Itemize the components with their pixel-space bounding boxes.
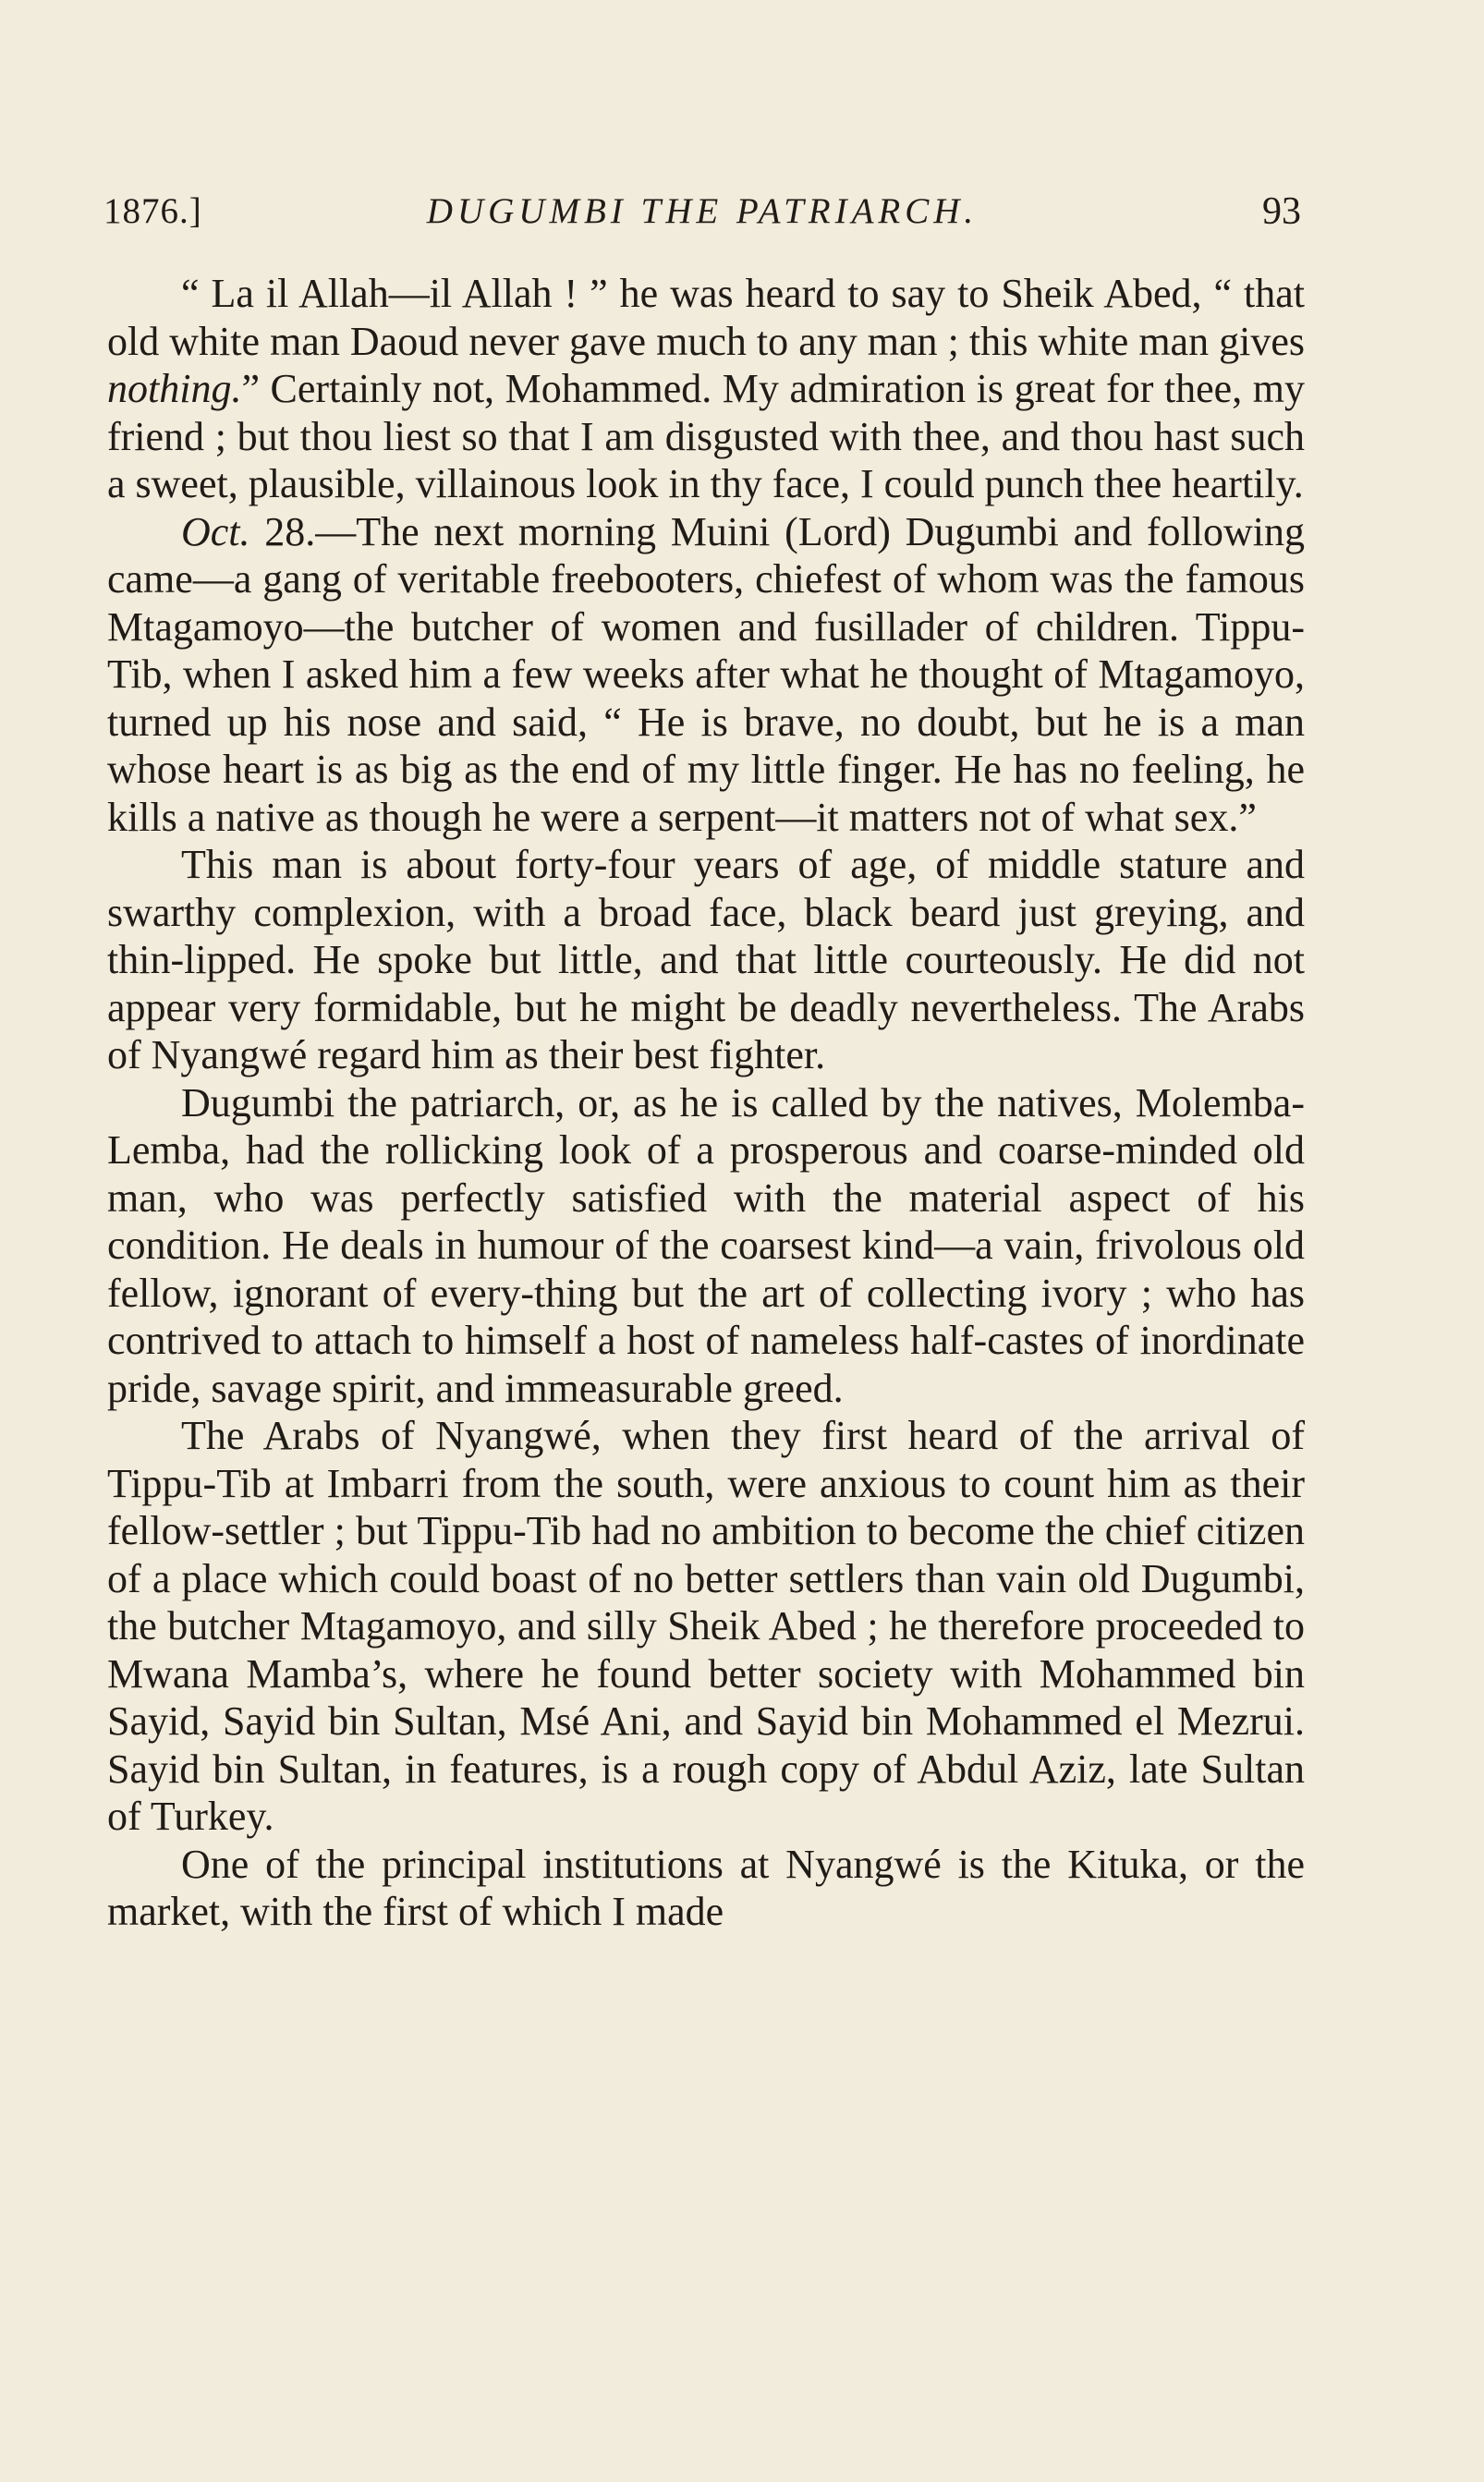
page-body (107, 270, 1305, 1936)
header-title: DUGUMBI THE PATRIARCH. (426, 191, 979, 231)
paragraph-1-text-b: ” Certainly not, Mohammed. My admiration is great for thee, my friend ; but thou liest so that I am disgusted with thee, and thou hast such a sweet, plausible, villainous look in thy face, I could punch thee heartily. (107, 366, 1305, 506)
paragraph-6: One of the principal institutions at Nyangwé is the Kituka, or the market, with the first of which I made (107, 1841, 1305, 1934)
paragraph-4: Dugumbi the patriarch, or, as he is called by the natives, Molemba-Lemba, had the rollicking look of a prosperous and coarse-minded old man, who was perfectly satisfied with the material aspect of his condition. He deals in humour of the coarsest kind—a vain, frivolous old fellow, ignorant of every-thing but the art of collecting ivory ; who has contrived to attach to himself a host of nameless half-castes of inordinate pride, savage spirit, and immeasurable greed. (107, 1079, 1305, 1411)
running-header (103, 189, 1301, 235)
paragraph-1-text-a: “ La il Allah—il Allah ! ” he was heard to say to Sheik Abed, “ that old white man Daoud never gave much to any man ; this white man gives (107, 271, 1305, 364)
paragraph-2-text: 28.—The next morning Muini (Lord) Dugumbi and following came—a gang of veritable freebooters, chiefest of whom was the famous Mtagamoyo—the butcher of women and fusillader of children. Tippu-Tib, when I asked him a few weeks after what he thought of Mtagamoyo, turned up his nose and said, “ He is brave, no doubt, but he is a man whose heart is as big as the end of my little finger. He has no feeling, he kills a native as though he were a serpent—it matters not of what sex.” (107, 508, 1305, 840)
paragraph-1-emphasis: nothing. (107, 366, 242, 411)
paragraph-5: The Arabs of Nyangwé, when they first heard of the arrival of Tippu-Tib at Imbarri from the south, were anxious to count him as their fellow-settler ; but Tippu-Tib had no ambition to become the chief citizen of a place which could boast of no better settlers than vain old Dugumbi, the butcher Mtagamoyo, and silly Sheik Abed ; he therefore proceeded to Mwana Mamba’s, where he found better society with Mohammed bin Sayid, Sayid bin Sultan, Msé Ani, and Sayid bin Mohammed el Mezrui. Sayid bin Sultan, in features, is a rough copy of Abdul Aziz, late Sultan of Turkey. (107, 1413, 1305, 1839)
page-number: 93 (1262, 190, 1301, 233)
paragraph-3: This man is about forty-four years of age, of middle stature and swarthy complexion, with a broad face, black beard just greying, and thin-lipped. He spoke but little, and that little courteously. He did not appear very formidable, but he might be deadly nevertheless. The Arabs of Nyangwé regard him as their best fighter. (107, 842, 1305, 1077)
paragraph-1 (107, 270, 1305, 508)
paragraph-2 (107, 508, 1305, 842)
header-year: 1876.] (103, 191, 202, 231)
paragraph-2-date-lead: Oct. (181, 508, 250, 554)
